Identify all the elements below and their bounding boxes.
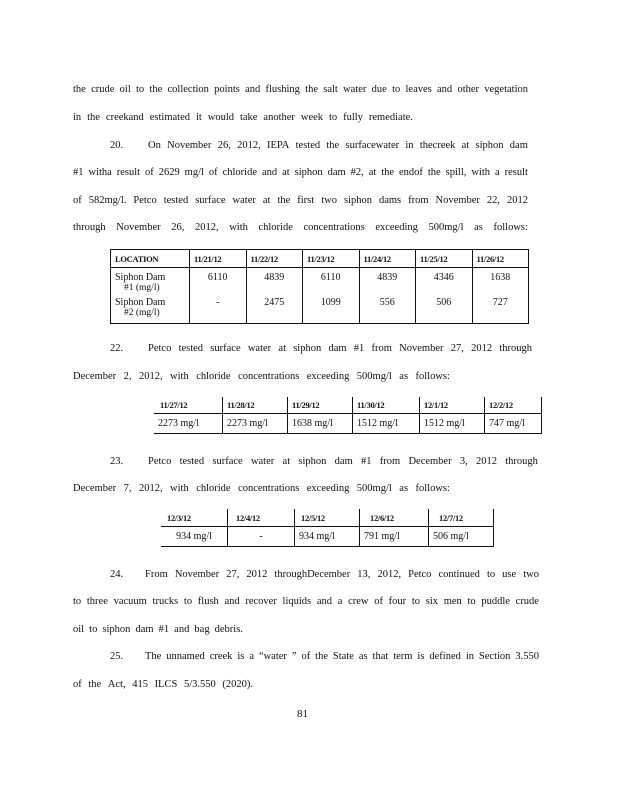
table3-header: 12/7/12 bbox=[429, 509, 494, 527]
table-cell: 1512 mg/l bbox=[420, 414, 485, 434]
table2-header: 12/1/12 bbox=[420, 397, 485, 414]
table-cell: 747 mg/l bbox=[485, 414, 542, 434]
para24-line2: to three vacuum trucks to flush and recover liquids and a crew of four to six men to puddle crude bbox=[73, 596, 539, 607]
table-cell: 4839 bbox=[359, 268, 416, 298]
table2-header: 11/28/12 bbox=[223, 397, 288, 414]
table1-header: 11/25/12 bbox=[416, 250, 473, 268]
table2-header: 12/2/12 bbox=[485, 397, 542, 414]
table-cell: 4839 bbox=[246, 268, 303, 298]
siphon-dam-table-nov21-26 bbox=[110, 249, 529, 324]
para20-line2: #1 witha result of 2629 mg/l of chloride and at siphon dam #2, at the endof the spill, with a result bbox=[73, 167, 528, 178]
location-cell bbox=[111, 297, 190, 324]
para23-number: 23. bbox=[110, 456, 124, 467]
para24-line1: From November 27, 2012 throughDecember 13, 2012, Petco continued to use two bbox=[145, 569, 539, 580]
para22-line1: Petco tested surface water at siphon dam #1 from November 27, 2012 through bbox=[148, 343, 532, 354]
para24-line3: oil to siphon dam #1 and bag debris. bbox=[73, 624, 243, 635]
table-cell: 6110 bbox=[190, 268, 247, 298]
table-row bbox=[161, 527, 494, 547]
para25-line1: The unnamed creek is a “water ” of the State as that term is defined in Section 3.550 bbox=[145, 651, 539, 662]
table-cell: 2273 mg/l bbox=[223, 414, 288, 434]
para19-line1: the crude oil to the collection points and flushing the salt water due to leaves and other vegetation bbox=[73, 84, 528, 95]
table1-header: 11/24/12 bbox=[359, 250, 416, 268]
para25-line2: of the Act, 415 ILCS 5/3.550 (2020). bbox=[73, 679, 253, 690]
para23-line1: Petco tested surface water at siphon dam #1 from December 3, 2012 through bbox=[148, 456, 538, 467]
table-cell: 1638 bbox=[472, 268, 529, 298]
para22-number: 22. bbox=[110, 343, 124, 354]
table-cell: 1512 mg/l bbox=[353, 414, 420, 434]
para23-line2: December 7, 2012, with chloride concentrations exceeding 500mg/l as follows: bbox=[73, 483, 450, 494]
table2-header: 11/30/12 bbox=[353, 397, 420, 414]
para19-line2: in the creekand estimated it would take another week to fully remediate. bbox=[73, 112, 413, 123]
table-cell: 1638 mg/l bbox=[288, 414, 353, 434]
table-cell: 727 bbox=[472, 297, 529, 324]
para24-number: 24. bbox=[110, 569, 124, 580]
table3-header: 12/4/12 bbox=[228, 509, 295, 527]
siphon-dam-1-table-nov27-dec2 bbox=[154, 397, 542, 434]
table1-header: LOCATION bbox=[111, 250, 190, 268]
table-cell: 506 mg/l bbox=[429, 527, 494, 547]
location-name: Siphon Dam bbox=[115, 297, 166, 308]
para20-line3: of 582mg/l. Petco tested surface water at the first two siphon dams from November 22, 2012 bbox=[73, 195, 528, 206]
table1-header: 11/21/12 bbox=[190, 250, 247, 268]
para20-line1: On November 26, 2012, IEPA tested the surfacewater in thecreek at siphon dam bbox=[148, 140, 528, 151]
table-cell: 934 mg/l bbox=[161, 527, 228, 547]
table-cell: 934 mg/l bbox=[295, 527, 360, 547]
table-row bbox=[154, 414, 542, 434]
table-cell: 6110 bbox=[303, 268, 360, 298]
table-row bbox=[111, 268, 529, 298]
table3-header: 12/6/12 bbox=[360, 509, 429, 527]
location-cell bbox=[111, 268, 190, 298]
location-unit: #2 (mg/l) bbox=[124, 308, 160, 318]
para22-line2: December 2, 2012, with chloride concentrations exceeding 500mg/l as follows: bbox=[73, 371, 450, 382]
table1-header: 11/26/12 bbox=[472, 250, 529, 268]
table3-header-row bbox=[161, 509, 494, 527]
table-cell: - bbox=[228, 527, 295, 547]
table-cell: 791 mg/l bbox=[360, 527, 429, 547]
table-cell: 2273 mg/l bbox=[154, 414, 223, 434]
table-row bbox=[111, 297, 529, 324]
siphon-dam-1-table-dec3-7 bbox=[161, 509, 494, 547]
table3-header: 12/5/12 bbox=[295, 509, 360, 527]
location-name: Siphon Dam bbox=[115, 272, 166, 283]
para20-line4: through November 26, 2012, with chloride concentrations exceeding 500mg/l as follows: bbox=[73, 222, 528, 233]
table-cell: - bbox=[190, 297, 247, 324]
location-unit: #1 (mg/l) bbox=[124, 283, 160, 293]
table2-header: 11/27/12 bbox=[154, 397, 223, 414]
table-cell: 556 bbox=[359, 297, 416, 324]
page-number: 81 bbox=[297, 708, 308, 720]
table2-header: 11/29/12 bbox=[288, 397, 353, 414]
para20-number: 20. bbox=[110, 140, 124, 151]
para25-number: 25. bbox=[110, 651, 124, 662]
table1-header: 11/22/12 bbox=[246, 250, 303, 268]
table1-header: 11/23/12 bbox=[303, 250, 360, 268]
table1-header-row bbox=[111, 250, 529, 268]
table-cell: 2475 bbox=[246, 297, 303, 324]
table-cell: 4346 bbox=[416, 268, 473, 298]
table2-header-row bbox=[154, 397, 542, 414]
table3-header: 12/3/12 bbox=[161, 509, 228, 527]
table-cell: 1099 bbox=[303, 297, 360, 324]
table-cell: 506 bbox=[416, 297, 473, 324]
